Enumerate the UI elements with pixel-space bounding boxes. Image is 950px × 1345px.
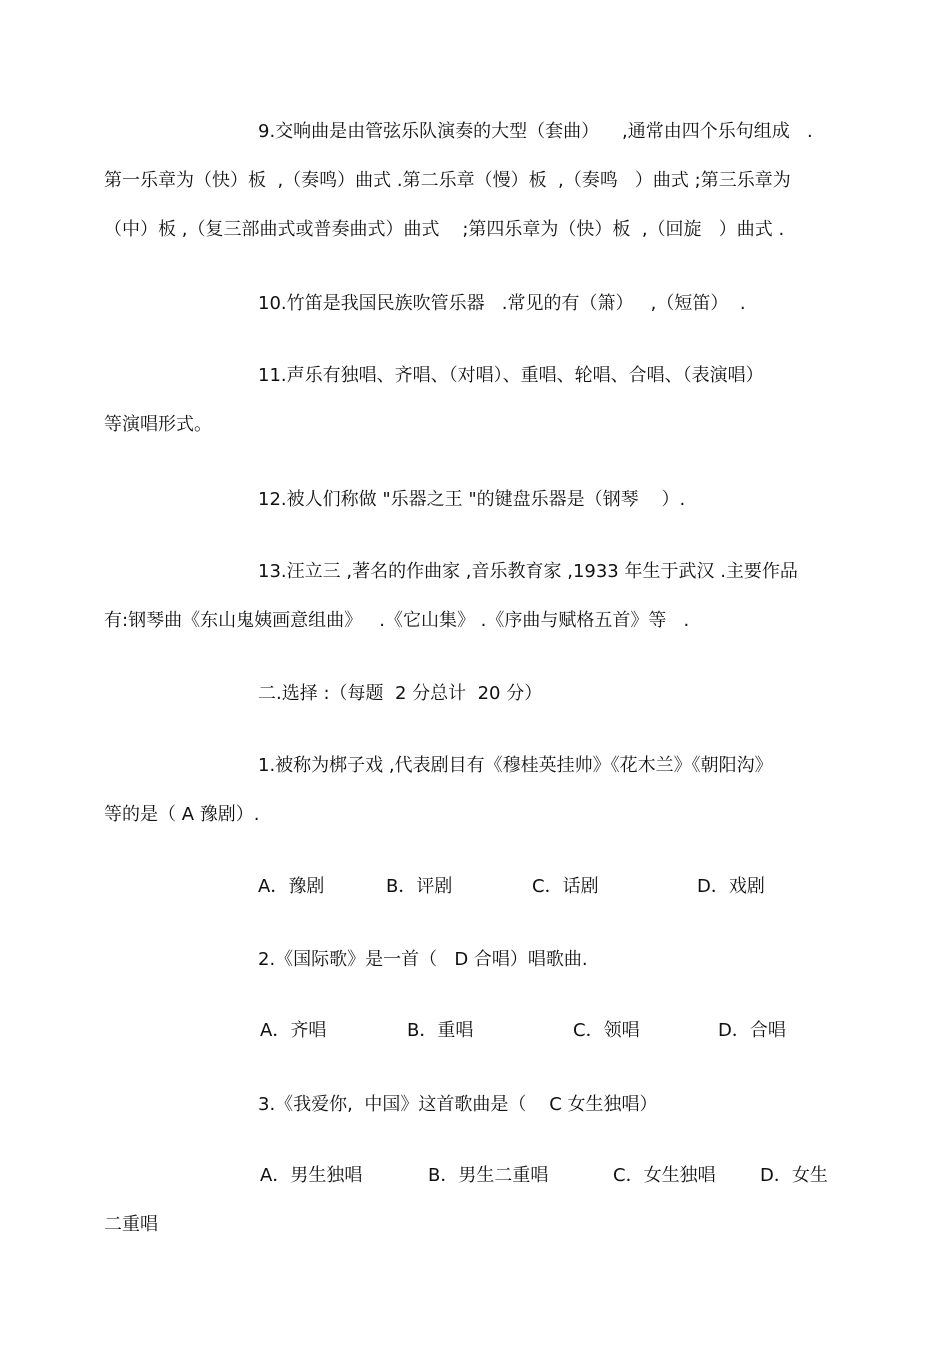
c1-option-a: A．豫剧 [258,876,325,897]
c1-option-b: B．评剧 [386,876,453,897]
c3-wrap-line: 二重唱 [104,1214,158,1235]
c3-line1: 3.《我爱你, 中国》这首歌曲是（ C 女生独唱） [258,1094,658,1115]
c3-option-b: B．男生二重唱 [428,1165,549,1186]
q9-line1: 9.交响曲是由管弦乐队演奏的大型（套曲） ,通常由四个乐句组成 . [258,121,813,142]
c3-option-c: C．女生独唱 [613,1165,716,1186]
c2-option-c: C．领唱 [573,1020,640,1041]
c2-option-b: B．重唱 [407,1020,474,1041]
c2-option-d: D．合唱 [718,1020,786,1041]
q11-line1: 11.声乐有独唱、齐唱、（对唱）、重唱、轮唱、合唱、（表演唱） [258,365,764,386]
c3-option-d: D．女生 [760,1165,828,1186]
q13-line2: 有:钢琴曲《东山鬼姨画意组曲》 .《它山集》 .《序曲与赋格五首》等 . [104,610,690,631]
q9-line3: （中）板 ,（复三部曲式或普奏曲式）曲式 ;第四乐章为（快）板 ,（回旋 ）曲式 . [104,219,785,240]
c1-option-d: D．戏剧 [697,876,765,897]
c1-line1: 1.被称为梆子戏 ,代表剧目有《穆桂英挂帅》《花木兰》《朝阳沟》 [258,755,773,776]
c3-option-a: A．男生独唱 [260,1165,363,1186]
c1-option-c: C．话剧 [532,876,599,897]
q11-line2: 等演唱形式。 [104,414,212,435]
q12-line1: 12.被人们称做 "乐器之王 "的键盘乐器是（钢琴 ）. [258,489,686,510]
c1-line2: 等的是（ A 豫剧）. [104,804,260,825]
q13-line1: 13.汪立三 ,著名的作曲家 ,音乐教育家 ,1933 年生于武汉 .主要作品 [258,561,798,582]
q9-line2: 第一乐章为（快）板 ,（奏鸣）曲式 .第二乐章（慢）板 ,（奏鸣 ）曲式 ;第三乐章为 [104,170,791,191]
c2-line1: 2.《国际歌》是一首（ D 合唱）唱歌曲. [258,949,588,970]
c2-option-a: A．齐唱 [260,1020,327,1041]
q10-line1: 10.竹笛是我国民族吹管乐器 .常见的有（箫） ,（短笛） . [258,293,746,314]
section2-heading: 二.选择 :（每题 2 分总计 20 分） [258,683,543,704]
